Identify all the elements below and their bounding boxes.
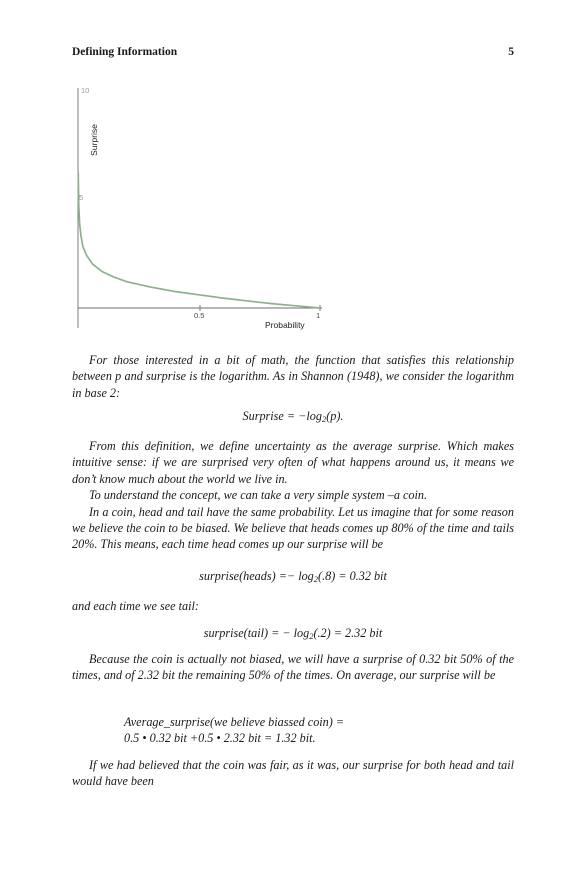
eq4-line2: 0.5 • 0.32 bit +0.5 • 2.32 bit = 1.32 bit. — [124, 731, 316, 746]
paragraph-block-1 — [72, 352, 514, 401]
y-tick-label-10: 10 — [81, 86, 90, 95]
paragraph-intro: For those interested in a bit of math, the function that satisfies this relationship between p and surprise is the logarithm. As in Shannon (1948), we consider the logarithm in base 2: — [72, 353, 514, 400]
y-axis-label: Surprise — [89, 124, 99, 156]
y-tick-label-5: 5 — [79, 193, 84, 202]
paragraph-block-2 — [72, 438, 514, 553]
page-header — [72, 46, 514, 62]
paragraph-tail-intro: and each time we see tail: — [72, 599, 199, 613]
eq4-line1: Average_surprise(we believe biassed coin) = — [124, 715, 345, 729]
surprise-chart — [64, 80, 344, 340]
eq3-base: 2 — [309, 631, 314, 641]
eq1-lhs: Surprise = −log — [242, 409, 322, 423]
paragraph-fair: If we had believed that the coin was fair, as it was, our surprise for both head and tail would have been — [72, 758, 514, 789]
paragraph-average: Because the coin is actually not biased, we will have a surprise of 0.32 bit 50% of the times, and of 2.32 bit the remaining 50% of the times. On average, our surprise will be — [72, 652, 514, 683]
eq1-rhs: (p). — [326, 409, 344, 423]
eq3-rhs: (.2) = 2.32 bit — [313, 626, 383, 640]
x-tick-label-0.5: 0.5 — [194, 311, 205, 320]
paragraph-block-5 — [72, 757, 514, 790]
eq3-lhs: surprise(tail) = − log — [203, 626, 310, 640]
paragraph-biased: In a coin, head and tail have the same probability. Let us imagine that for some reason we believe the coin to be biased. We believe that heads comes up 80% of the time and tails 20%. This means, each time head comes up our surprise will be — [72, 504, 514, 552]
eq2-rhs: (.8) = 0.32 bit — [318, 569, 387, 583]
x-axis-label: Probability — [265, 320, 305, 330]
surprise-curve — [78, 172, 320, 308]
page-number: 5 — [508, 46, 514, 58]
eq2-base: 2 — [313, 574, 319, 584]
paragraph-block-4 — [72, 651, 514, 684]
paragraph-coin: To understand the concept, we can take a very simple system –a coin. — [89, 488, 428, 503]
equation-average — [124, 714, 344, 747]
equation-tail — [72, 626, 514, 641]
paragraph-block-3 — [72, 598, 514, 614]
equation-heads — [72, 569, 514, 584]
x-tick-label-1: 1 — [316, 311, 321, 320]
running-title: Defining Information — [72, 46, 178, 58]
eq2-lhs: surprise(heads) =− log — [199, 569, 314, 583]
paragraph-uncertainty: From this definition, we define uncertainty as the average surprise. Which makes intuitive sense: if we are surprised very often of what happens around us, it means we don’t know much about the world we live in. — [72, 439, 514, 486]
eq1-base: 2 — [321, 414, 327, 424]
equation-surprise — [72, 409, 514, 424]
